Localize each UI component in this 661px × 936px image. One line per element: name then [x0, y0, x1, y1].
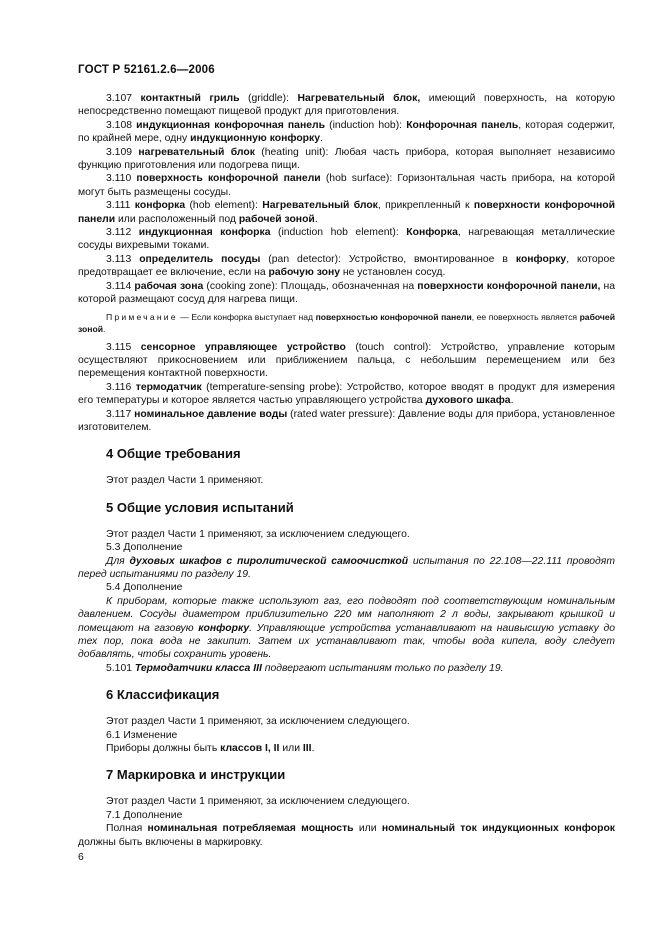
section-7-heading: 7 Маркировка и инструкции — [106, 767, 286, 783]
section-7-intro: Этот раздел Части 1 применяют, за исключением следующего. — [106, 796, 410, 808]
section-7-1-title: 7.1 Дополнение — [106, 809, 183, 821]
section-5-3-text: Для духовых шкафов с пиролитической самоочисткой испытания по 22.108—22.111 проводят перед испытаниями по разделу 19. — [78, 555, 615, 580]
section-6-1-title: 6.1 Изменение — [106, 729, 178, 741]
section-6-intro: Этот раздел Части 1 применяют, за исключением следующего. — [106, 716, 410, 728]
document-header: ГОСТ Р 52161.2.6—2006 — [78, 64, 215, 76]
definition-3-117: 3.117 номинальное давление воды (rated water pressure): Давление воды для прибора, установленное изготовителем. — [78, 408, 615, 433]
definition-3-110: 3.110 поверхность конфорочной панели (hob surface): Горизонтальная часть прибора, на которой могут быть размещены сосуды. — [78, 173, 615, 198]
definition-3-116: 3.116 термодатчик (temperature-sensing probe): Устройство, которое вводят в продукт для измерения его температуры и которое является частью управляющего устройства духового шкафа. — [78, 381, 615, 407]
section-5-4-title: 5.4 Дополнение — [106, 582, 183, 594]
section-5-101: 5.101 Термодатчики класса III подвергают испытаниям только по разделу 19. — [106, 662, 504, 674]
document-body — [78, 92, 615, 849]
definition-3-115: 3.115 сенсорное управляющее устройство (touch control): Устройство, управление которым осуществляют прикосновением или приближением пальца, с небольшим перемещением или без перемещения контактной поверхности. — [78, 341, 615, 380]
definition-3-107: 3.107 контактный гриль (griddle): Нагревательный блок, имеющий поверхность, на которую непосредственно помещают пищевой продукт для приготовления. — [78, 93, 615, 118]
definition-3-112: 3.112 индукционная конфорка (induction hob element): Конфорка, нагревающая металлические сосуды вихревыми токами. — [78, 227, 616, 252]
section-6-1-text: Приборы должны быть классов I, II или III. — [106, 743, 315, 755]
section-4-heading: 4 Общие требования — [106, 446, 241, 462]
definition-3-113: 3.113 определитель посуды (pan detector): Устройство, вмонтированное в конфорку, которое предотвращает ее включение, если на рабочую зону не установлен сосуд. — [78, 253, 616, 279]
section-6-heading: 6 Классификация — [106, 687, 220, 703]
section-5-3-title: 5.3 Дополнение — [106, 542, 183, 554]
definition-3-109: 3.109 нагревательный блок (heating unit): Любая часть прибора, которая выполняет независимо функцию приготовления или подогрева пищи. — [78, 146, 615, 172]
section-5-heading: 5 Общие условия испытаний — [106, 499, 294, 515]
definition-3-111: 3.111 конфорка (hob element): Нагревательный блок, прикрепленный к поверхности конфорочной панели или расположенный под рабочей зоной. — [78, 200, 615, 225]
section-5-4-text: К приборам, которые также используют газ, его подводят под соответствующим номинальным давлением. Сосуды диаметром приблизительно 220 мм наполняют 2 л воды, закрывают крышкой и помещают на газовую конфорку. Управляющие устройства устанавливают на наивысшую уставку до тех пор, пока вода не закипит. Затем их устанавливают так, чтобы вода кипела, воду следует добавлять, чтобы сохранить уровень. — [78, 595, 615, 661]
note-3-114: Примечание — Если конфорка выступает над поверхностью конфорочной панели, ее поверхность является рабочей зоной. — [78, 311, 615, 334]
section-7-1-text: Полная номинальная потребляемая мощность или номинальный ток индукционных конфорок должны быть включены в маркировку. — [78, 823, 615, 848]
definition-3-114: 3.114 рабочая зона (cooking zone): Площадь, обозначенная на поверхности конфорочной панели, на которой размещают сосуд для нагрева пищи. — [78, 280, 616, 306]
page-number: 6 — [78, 852, 84, 863]
section-4-text: Этот раздел Части 1 применяют. — [106, 475, 264, 487]
section-5-intro: Этот раздел Части 1 применяют, за исключением следующего. — [106, 528, 410, 540]
definition-3-108: 3.108 индукционная конфорочная панель (induction hob): Конфорочная панель, которая содержит, по крайней мере, одну индукционную конфорку. — [78, 119, 616, 145]
